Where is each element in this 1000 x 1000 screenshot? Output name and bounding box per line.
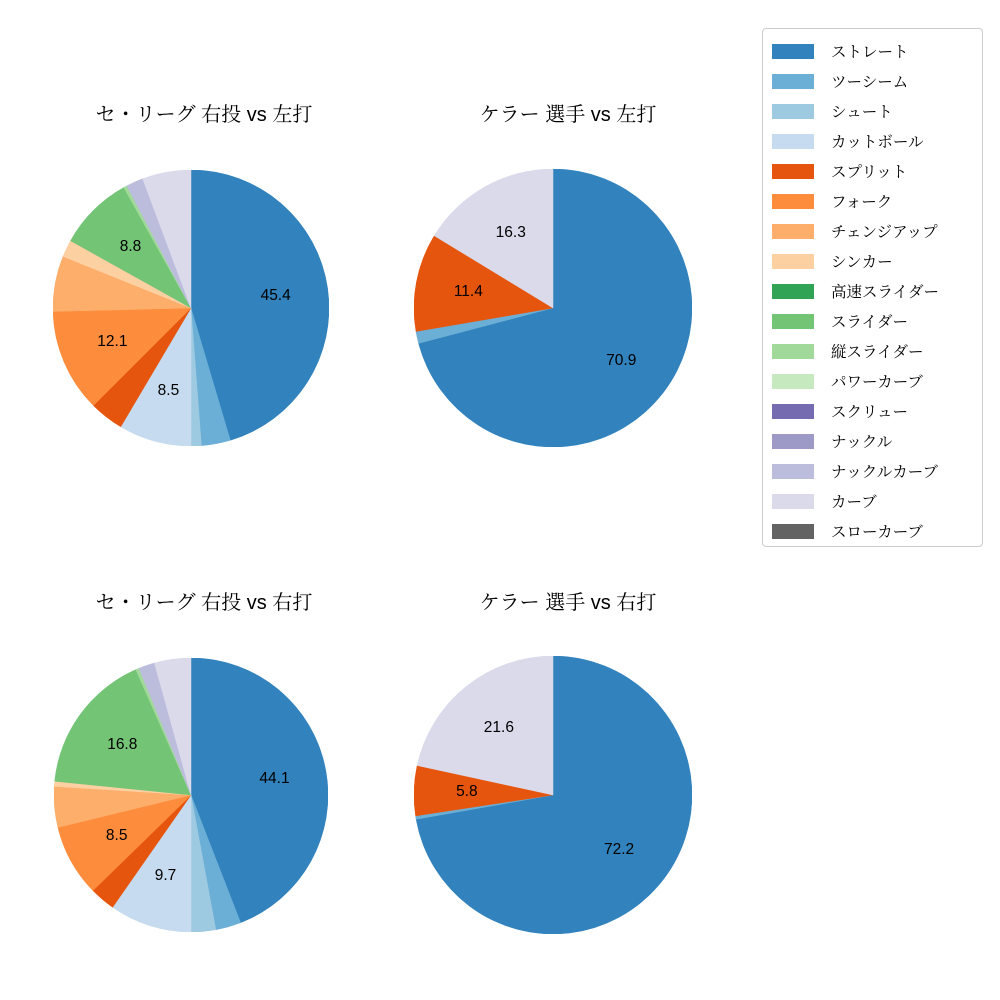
legend-item <box>763 216 982 246</box>
legend-swatch <box>772 134 814 149</box>
legend-swatch <box>772 224 814 239</box>
legend-item-label: チェンジアップ <box>831 224 938 241</box>
legend-item <box>763 516 982 546</box>
legend-swatch <box>772 44 814 59</box>
legend-swatch <box>772 524 814 539</box>
legend-swatch <box>772 314 814 329</box>
chart-title-league-vs-right: セ・リーグ 右投 vs 右打 <box>95 592 313 614</box>
legend-item-label: シュート <box>831 104 893 121</box>
legend-swatch <box>772 344 814 359</box>
legend-swatch <box>772 194 814 209</box>
legend-swatch <box>772 254 814 269</box>
pie-slice-value-label: 70.9 <box>606 351 637 369</box>
chart-title-league-vs-left: セ・リーグ 右投 vs 左打 <box>95 104 313 126</box>
legend-item-label: シンカー <box>831 254 893 271</box>
legend-item <box>763 306 982 336</box>
legend-item-label: 高速スライダー <box>831 284 940 301</box>
legend-item <box>763 96 982 126</box>
legend-item <box>763 336 982 366</box>
pie-slice-value-label: 72.2 <box>603 841 635 859</box>
legend-item-label: ナックル <box>831 434 893 451</box>
legend-item-label: ツーシーム <box>831 74 909 91</box>
legend-item-label: スライダー <box>831 314 909 331</box>
legend-item-label: カーブ <box>831 494 877 511</box>
legend-swatch <box>772 104 814 119</box>
legend-item-label: 縦スライダー <box>831 344 924 361</box>
pie-slice-value-label: 16.8 <box>107 736 138 754</box>
legend-item <box>763 36 982 66</box>
pie-slice-value-label: 44.1 <box>259 770 290 788</box>
legend-swatch <box>772 494 814 509</box>
pie-chart-league-vs-left <box>53 170 329 446</box>
pie-slice-value-label: 9.7 <box>154 867 177 885</box>
legend-swatch <box>772 404 814 419</box>
legend-swatch <box>772 464 814 479</box>
legend-item <box>763 366 982 396</box>
legend-item-label: フォーク <box>831 194 893 211</box>
legend-item <box>763 276 982 306</box>
legend-item-label: パワーカーブ <box>831 374 923 391</box>
pie-chart-keller-vs-right <box>414 656 692 934</box>
legend-item <box>763 456 982 486</box>
legend-item-label: スプリット <box>831 164 908 181</box>
pie-slice-value-label: 8.5 <box>105 827 128 845</box>
legend-item <box>763 156 982 186</box>
pie-slice-value-label: 16.3 <box>495 223 526 241</box>
legend-swatch <box>772 164 814 179</box>
pie-slice-value-label: 8.8 <box>119 238 142 256</box>
legend-item-label: スローカーブ <box>831 524 923 541</box>
legend-item <box>763 246 982 276</box>
pie-slice-value-label: 21.6 <box>483 718 514 736</box>
legend-item <box>763 66 982 96</box>
pie-slice-value-label: 45.4 <box>260 286 291 304</box>
legend-swatch <box>772 374 814 389</box>
legend-item <box>763 486 982 516</box>
legend-swatch <box>772 434 814 449</box>
pie-slice-value-label: 8.5 <box>157 381 180 399</box>
legend-swatch <box>772 284 814 299</box>
legend-item <box>763 426 982 456</box>
legend <box>762 28 983 547</box>
legend-item-label: カットボール <box>831 134 924 151</box>
legend-item <box>763 396 982 426</box>
chart-title-keller-vs-left: ケラー 選手 vs 左打 <box>479 104 657 126</box>
pie-slice-value-label: 5.8 <box>456 783 478 801</box>
pie-chart-league-vs-right <box>54 658 328 932</box>
legend-item-label: ストレート <box>831 44 909 61</box>
legend-item <box>763 186 982 216</box>
pie-slice-value-label: 11.4 <box>453 282 483 300</box>
legend-item <box>763 126 982 156</box>
legend-swatch <box>772 74 814 89</box>
pie-slice-value-label: 12.1 <box>97 332 128 350</box>
legend-item-label: ナックルカーブ <box>831 464 938 481</box>
legend-items <box>763 36 982 546</box>
legend-item-label: スクリュー <box>831 404 909 421</box>
pie-chart-keller-vs-left <box>414 169 692 447</box>
chart-title-keller-vs-right: ケラー 選手 vs 右打 <box>479 592 657 614</box>
